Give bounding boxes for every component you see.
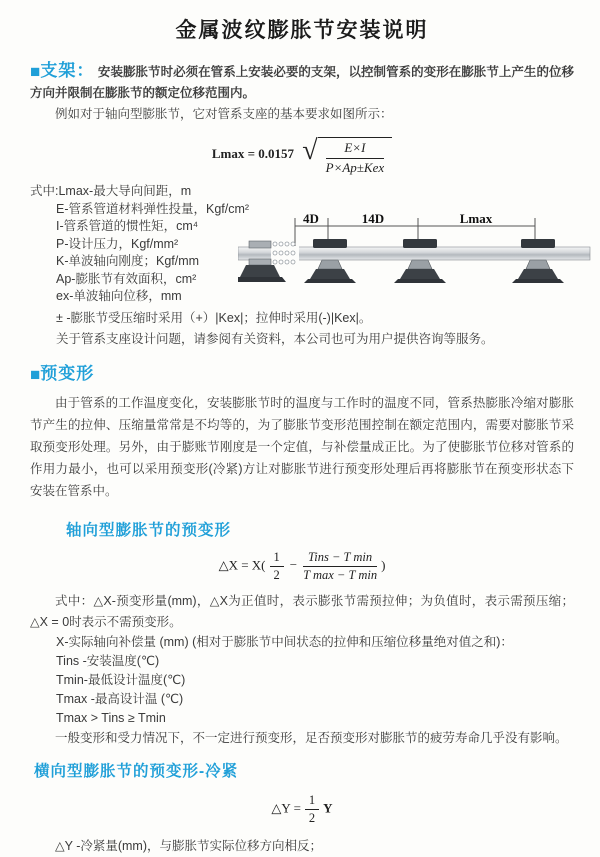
dim-label-14d: 14D [361, 213, 385, 226]
formula-lhs: △X = X( [218, 556, 266, 572]
definition-line: K-单波轴向刚度；Kgf/mm [56, 254, 200, 268]
radical-group [302, 134, 392, 176]
definitions-and-diagram [30, 183, 574, 349]
blue-square-icon: ■ [30, 364, 41, 384]
predeform-body: 由于管系的工作温度变化，安装膨胀节时的温度与工作时的温度不同，管系热膨胀冷缩对膨胀节产生的拉伸、压缩量常常是不均等的，为了膨胀节变形范围控制在额定范围内，需要对膨胀节采取预变形处理。另外，由于膨账节刚度是一个定值，与补偿量成正比。为了使膨胀节位移对管系的作用力最小，也可以采用预变形(冷紧)方让对膨胀节进行预变形处理后再将膨胀节在预变形状态下安装在管系中。 [30, 395, 574, 498]
section-predeform [30, 363, 574, 857]
service-note: 关于管系支座设计问题，请参阅有关资料，本公司也可为用户提供咨询等服务。 [56, 332, 494, 346]
lateral-predeform-heading: 横向型膨胀节的预变形-冷紧 [34, 762, 239, 780]
definition-line: 式中:Lmax-最大导向间距，m [30, 184, 192, 198]
axial-desc: 式中：△X-预变形量(mm)，△X为正值时，表示膨张节需预拉伸；为负值时，表示需预压缩；△X = 0时表示不需预变形。 [30, 593, 574, 629]
page-title: 金属波纹膨胀节安装说明 [175, 19, 429, 42]
minus-sign: − [289, 556, 298, 572]
bellows-coils [271, 242, 299, 264]
axial-note: 一般变形和受力情况下，不一定进行预变形，足否预变形对膨胀节的疲劳寿命几乎没有影响。 [55, 730, 568, 745]
definition-line: E-管系管道材料弹性投量，Kgf/cm² [56, 201, 250, 216]
support-example: 例如对于轴向型膨胀节，它对管系支座的基本要求如图所示： [55, 107, 393, 121]
guide-support [304, 239, 356, 283]
lmax-formula [30, 134, 574, 176]
list-item: Tins -安装温度(℃) [56, 653, 160, 668]
temperature-fraction: $\frac{\text{Tins − T min}}{\text{T max − T min}}$ [303, 549, 378, 582]
blue-square-icon: ■ [30, 62, 41, 81]
lateral-formula [30, 793, 574, 826]
axial-items [56, 633, 574, 728]
pipe-support-diagram [238, 213, 594, 305]
list-item: Tmax > Tins ≥ Tmin [56, 710, 166, 725]
list-item: X-实际轴向补偿量 (mm) (相对于膨胀节中间状态的拉伸和压缩位移量绝对值之和)： [56, 634, 513, 649]
fraction-numerator: E×I [326, 140, 385, 159]
definition-line: P-设计压力，Kgf/mm² [56, 236, 179, 251]
definition-line: ex-单波轴向位移，mm [56, 289, 182, 303]
formula-lhs: Lmax = 0.0157 [211, 145, 295, 161]
lateral-desc: △Y -冷紧量(mm)，与膨胀节实际位移方向相反； [55, 838, 323, 853]
definition-line: I-管系管道的惯性矩，cm⁴ [56, 219, 199, 233]
guide-support [394, 239, 446, 283]
close-paren: ) [381, 556, 386, 572]
half-fraction: $\frac{1}{2}$ [305, 793, 319, 826]
list-item: Tmin-最低设计温度(℃) [56, 672, 186, 687]
formula-rhs: Y [323, 799, 333, 815]
fraction-denominator: P×Ap±Kex [325, 160, 385, 175]
definition-line: Ap-膨胀节有效面积，cm² [56, 271, 197, 286]
dim-label-4d: 4D [303, 213, 319, 226]
definition-line: ± -膨胀节受压缩时采用（+）|Kex|；拉伸时采用(-)|Kex|。 [56, 310, 372, 325]
support-intro: 安装膨胀节时必须在管系上安装必要的支架，以控制管系的变形在膨胀节上产生的位移方向并限制在膨胀节的额定位移范围内。 [30, 65, 574, 100]
sqrt-sign-icon: √ [302, 135, 318, 166]
predeform-heading: 预变形 [40, 363, 95, 383]
support-heading: 支架： [40, 61, 95, 80]
guide-support [512, 239, 564, 283]
list-item: Tmax -最高设计温 (℃) [56, 691, 184, 706]
section-support [30, 60, 574, 349]
half-fraction: $\frac{1}{2}$ [270, 550, 284, 583]
radical-fraction [318, 137, 393, 176]
axial-formula [30, 550, 574, 583]
dim-label-lmax: Lmax [459, 213, 493, 226]
formula-lhs: △Y = [271, 799, 301, 815]
axial-predeform-heading: 轴向型膨胀节的预变形 [66, 521, 232, 539]
